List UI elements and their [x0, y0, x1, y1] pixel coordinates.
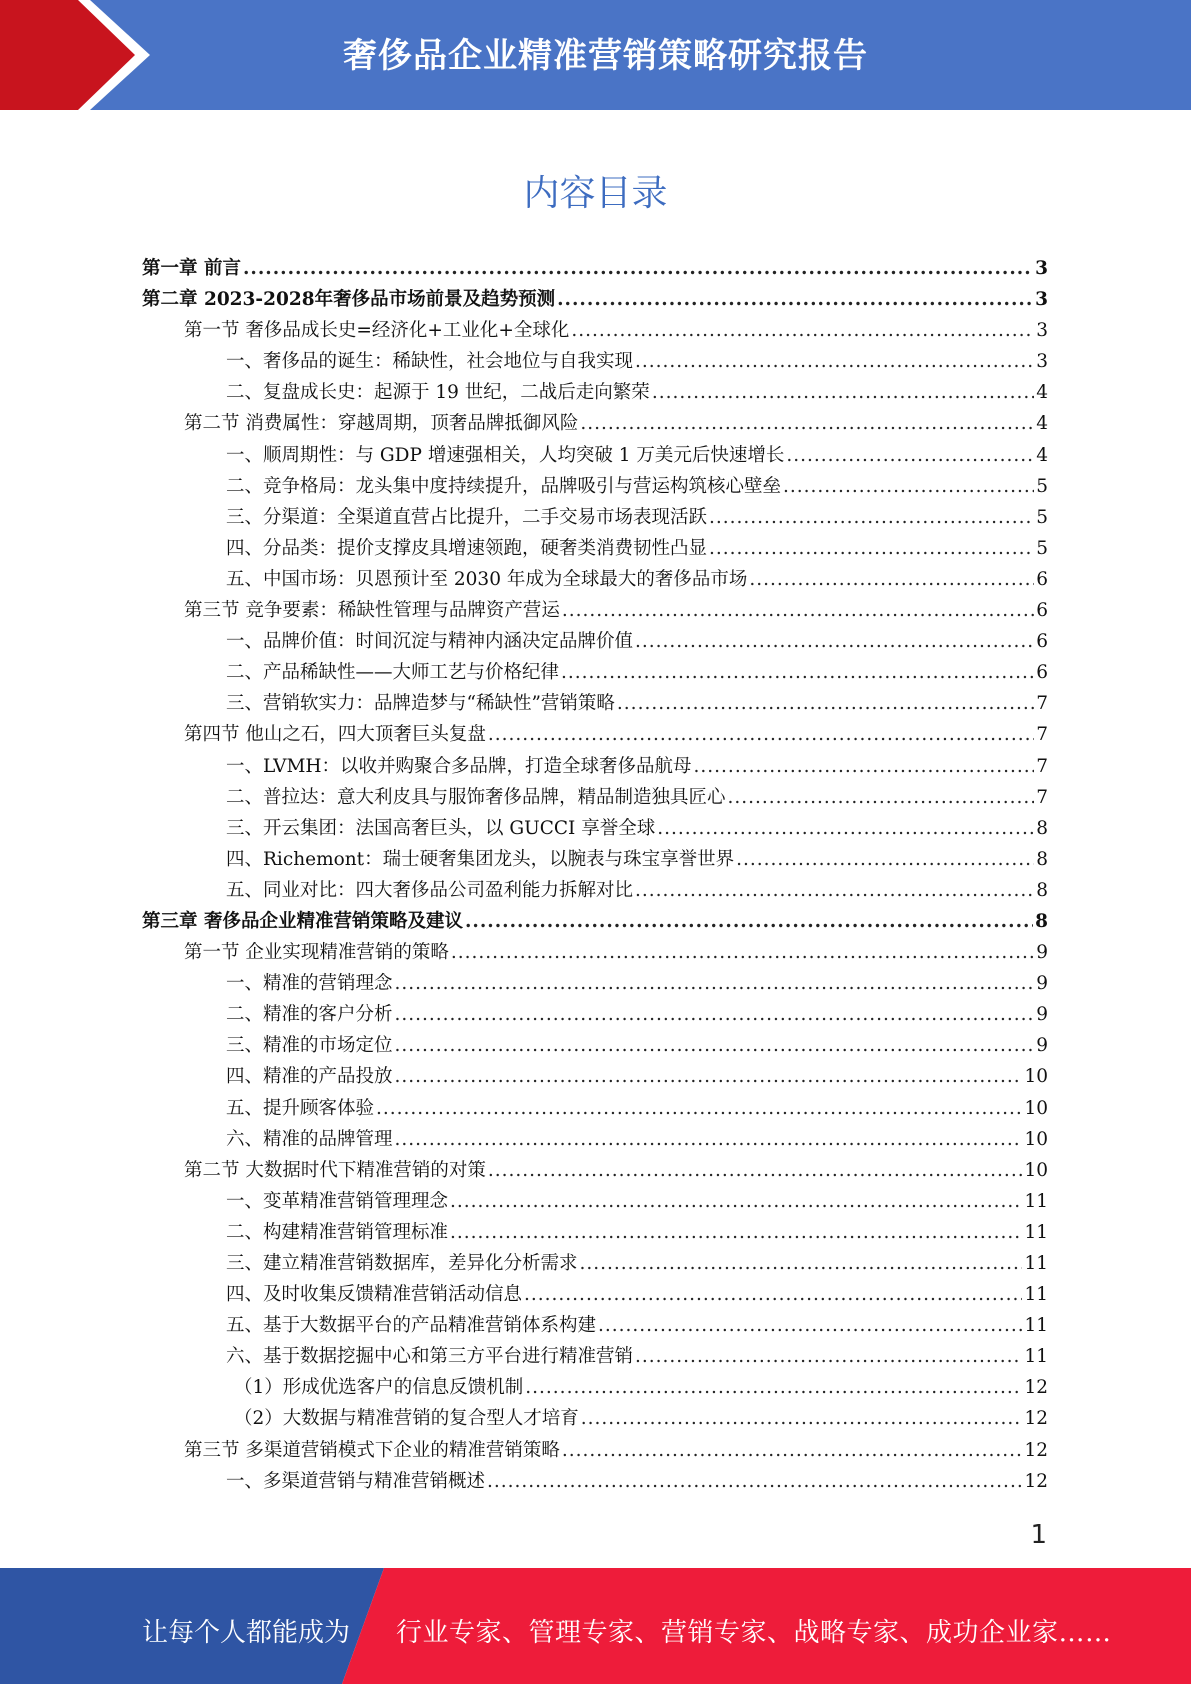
toc-entry[interactable]: [142, 752, 1048, 783]
toc-entry[interactable]: [142, 689, 1048, 720]
toc-dot-leader: [749, 569, 1034, 590]
toc-entry-page: 5: [1036, 506, 1048, 528]
toc-entry-label: 二、产品稀缺性——大师工艺与价格纪律: [226, 662, 560, 684]
table-of-contents: [142, 254, 1048, 1498]
toc-entry-page: 11: [1024, 1221, 1048, 1243]
toc-entry-page: 6: [1036, 631, 1048, 653]
toc-entry[interactable]: [142, 1031, 1048, 1062]
toc-dot-leader: [395, 1129, 1023, 1150]
toc-entry[interactable]: [142, 285, 1048, 316]
toc-dot-leader: [395, 973, 1035, 994]
toc-entry-label: 三、建立精准营销数据库，差异化分析需求: [226, 1253, 578, 1274]
toc-entry[interactable]: [142, 720, 1048, 751]
toc-dot-leader: [243, 258, 1033, 279]
toc-dot-leader: [450, 1191, 1022, 1212]
toc-entry[interactable]: [142, 1404, 1048, 1435]
toc-entry-label: 第四节 他山之石，四大顶奢巨头复盘: [184, 724, 486, 746]
toc-dot-leader: [694, 756, 1035, 777]
toc-entry[interactable]: [142, 1062, 1048, 1093]
toc-entry-page: 12: [1024, 1377, 1048, 1399]
toc-entry-label: 六、精准的品牌管理: [226, 1128, 393, 1150]
toc-dot-leader: [709, 507, 1034, 528]
page-footer: [0, 1568, 1191, 1684]
toc-dot-leader: [617, 693, 1034, 714]
toc-entry[interactable]: [142, 1436, 1048, 1467]
toc-entry-label: 四、分品类：提价支撑皮具增速领跑，硬奢类消费韧性凸显: [226, 537, 708, 559]
toc-entry[interactable]: [142, 503, 1048, 534]
toc-entry[interactable]: [142, 658, 1048, 689]
toc-dot-leader: [488, 1160, 1023, 1181]
report-title: 奢侈品企业精准营销策略研究报告: [343, 36, 868, 76]
toc-entry[interactable]: [142, 565, 1048, 596]
toc-entry[interactable]: [142, 1342, 1048, 1373]
toc-entry-page: 3: [1036, 351, 1048, 373]
toc-entry-page: 11: [1024, 1315, 1048, 1337]
toc-dot-leader: [581, 1408, 1023, 1429]
toc-entry-label: 第三节 多渠道营销模式下企业的精准营销策略: [184, 1439, 560, 1461]
toc-entry[interactable]: [142, 783, 1048, 814]
toc-entry-label: 第一章 前言: [142, 258, 241, 279]
toc-dot-leader: [395, 1004, 1035, 1025]
page-number: 1: [1030, 1520, 1047, 1550]
toc-entry[interactable]: [142, 596, 1048, 627]
toc-dot-leader: [451, 942, 1034, 963]
toc-entry-label: 六、基于数据挖掘中心和第三方平台进行精准营销: [226, 1346, 634, 1368]
toc-entry[interactable]: [142, 1125, 1048, 1156]
toc-entry[interactable]: [142, 409, 1048, 440]
toc-entry-page: 7: [1036, 724, 1048, 746]
toc-dot-leader: [580, 1253, 1023, 1274]
toc-dot-leader: [488, 724, 1034, 745]
toc-entry-label: 第三节 竞争要素：稀缺性管理与品牌资产营运: [184, 600, 560, 622]
toc-entry-label: 一、精准的营销理念: [226, 973, 393, 995]
toc-entry-page: 3: [1036, 320, 1048, 342]
toc-dot-leader: [635, 631, 1034, 652]
toc-entry-label: 第一节 企业实现精准营销的策略: [184, 942, 449, 964]
toc-entry-label: 一、变革精准营销管理理念: [226, 1190, 449, 1212]
toc-entry-page: 11: [1024, 1284, 1048, 1306]
toc-entry-label: 五、同业对比：四大奢侈品公司盈利能力拆解对比: [226, 879, 634, 901]
toc-entry-page: 8: [1036, 879, 1048, 901]
toc-dot-leader: [709, 538, 1034, 559]
toc-dot-leader: [598, 1315, 1022, 1336]
toc-entry-page: 10: [1024, 1159, 1048, 1181]
toc-entry-page: 8: [1036, 848, 1048, 870]
toc-dot-leader: [524, 1284, 1022, 1305]
toc-entry-page: 11: [1024, 1346, 1048, 1368]
toc-entry-page: 6: [1036, 568, 1048, 590]
toc-entry-label: （2）大数据与精准营销的复合型人才培育: [234, 1408, 579, 1430]
toc-entry-page: 9: [1036, 973, 1048, 995]
toc-entry-page: 11: [1024, 1190, 1048, 1212]
toc-entry-page: 10: [1024, 1097, 1048, 1119]
toc-entry-page: 6: [1036, 600, 1048, 622]
footer-slogan-right: 行业专家、管理专家、营销专家、战略专家、成功企业家……: [396, 1618, 1112, 1648]
toc-entry-label: 四、及时收集反馈精准营销活动信息: [226, 1284, 523, 1306]
toc-entry-page: 3: [1035, 258, 1048, 279]
toc-entry-page: 9: [1036, 942, 1048, 964]
toc-dot-leader: [635, 1346, 1022, 1367]
toc-dot-leader: [465, 911, 1033, 932]
toc-entry-page: 12: [1024, 1408, 1048, 1430]
toc-entry[interactable]: [142, 969, 1048, 1000]
toc-entry[interactable]: [142, 814, 1048, 845]
toc-entry-page: 3: [1035, 289, 1048, 311]
toc-entry[interactable]: [142, 441, 1048, 472]
toc-entry-label: 第二节 大数据时代下精准营销的对策: [184, 1159, 486, 1181]
toc-entry-page: 12: [1024, 1439, 1048, 1461]
toc-entry[interactable]: [142, 1373, 1048, 1404]
toc-entry-label: 五、基于大数据平台的产品精准营销体系构建: [226, 1315, 597, 1337]
toc-entry-page: 8: [1035, 910, 1048, 932]
toc-dot-leader: [450, 1222, 1022, 1243]
toc-entry[interactable]: [142, 907, 1048, 938]
toc-entry[interactable]: [142, 1000, 1048, 1031]
toc-entry[interactable]: [142, 1311, 1048, 1342]
toc-entry-label: 第一节 奢侈品成长史=经济化+工业化+全球化: [184, 320, 570, 342]
toc-dot-leader: [652, 382, 1034, 403]
toc-dot-leader: [728, 787, 1035, 808]
toc-entry-label: 第二章 2023-2028年奢侈品市场前景及趋势预测: [142, 289, 556, 311]
toc-entry-label: 第二节 消费属性：穿越周期，顶奢品牌抵御风险: [184, 413, 579, 435]
toc-entry-label: 四、精准的产品投放: [226, 1066, 393, 1088]
toc-dot-leader: [562, 1440, 1023, 1461]
toc-dot-leader: [376, 1098, 1022, 1119]
toc-dot-leader: [525, 1377, 1022, 1398]
toc-entry-page: 4: [1036, 444, 1048, 466]
toc-entry[interactable]: [142, 627, 1048, 658]
toc-dot-leader: [561, 662, 1034, 683]
toc-dot-leader: [487, 1471, 1022, 1492]
toc-entry-label: 一、多渠道营销与精准营销概述: [226, 1470, 486, 1492]
toc-entry[interactable]: [142, 1467, 1048, 1498]
toc-entry-label: 二、构建精准营销管理标准: [226, 1221, 449, 1243]
toc-entry-page: 8: [1036, 817, 1048, 839]
toc-entry[interactable]: [142, 876, 1048, 907]
toc-entry[interactable]: [142, 316, 1048, 347]
toc-dot-leader: [736, 849, 1034, 870]
toc-entry[interactable]: [142, 378, 1048, 409]
toc-dot-leader: [395, 1066, 1023, 1087]
toc-heading: 内容目录: [523, 173, 668, 214]
toc-entry-label: 三、营销软实力：品牌造梦与“稀缺性”营销策略: [226, 693, 615, 715]
toc-entry-label: 二、竞争格局：龙头集中度持续提升，品牌吸引与营运构筑核心壁垒: [226, 475, 782, 497]
toc-dot-leader: [571, 320, 1034, 341]
toc-entry-label: 二、复盘成长史：起源于 19 世纪，二战后走向繁荣: [226, 382, 650, 404]
toc-entry-label: 一、品牌价值：时间沉淀与精神内涵决定品牌价值: [226, 631, 634, 653]
toc-entry-page: 10: [1024, 1128, 1048, 1150]
toc-entry[interactable]: [142, 347, 1048, 378]
toc-entry-label: （1）形成优选客户的信息反馈机制: [234, 1377, 524, 1399]
toc-entry-label: 一、奢侈品的诞生：稀缺性，社会地位与自我实现: [226, 351, 634, 373]
toc-entry[interactable]: [142, 1280, 1048, 1311]
toc-entry-page: 4: [1036, 382, 1048, 404]
toc-entry-page: 7: [1036, 693, 1048, 715]
toc-entry-page: 5: [1036, 537, 1048, 559]
toc-entry-label: 二、精准的客户分析: [226, 1004, 393, 1026]
toc-entry[interactable]: [142, 1218, 1048, 1249]
footer-slogan-left: 让每个人都能成为: [142, 1618, 351, 1648]
toc-entry[interactable]: [142, 938, 1048, 969]
toc-entry[interactable]: [142, 1156, 1048, 1187]
toc-entry-page: 10: [1024, 1066, 1048, 1088]
toc-entry-page: 6: [1036, 662, 1048, 684]
toc-entry-label: 三、精准的市场定位: [226, 1035, 393, 1057]
toc-dot-leader: [657, 818, 1034, 839]
toc-dot-leader: [580, 413, 1034, 434]
toc-dot-leader: [635, 880, 1034, 901]
toc-entry-label: 一、LVMH：以收并购聚合多品牌，打造全球奢侈品航母: [226, 755, 692, 777]
toc-entry-label: 四、Richemont：瑞士硬奢集团龙头，以腕表与珠宝享誉世界: [226, 848, 735, 870]
toc-entry[interactable]: [142, 534, 1048, 565]
toc-entry-page: 7: [1036, 786, 1048, 808]
toc-entry[interactable]: [142, 1187, 1048, 1218]
toc-entry-label: 一、顺周期性：与 GDP 增速强相关，人均突破 1 万美元后快速增长: [226, 444, 785, 466]
toc-entry-label: 五、中国市场：贝恩预计至 2030 年成为全球最大的奢侈品市场: [226, 568, 748, 590]
toc-entry-page: 11: [1024, 1253, 1048, 1274]
toc-entry[interactable]: [142, 1249, 1048, 1280]
toc-entry-page: 9: [1036, 1035, 1048, 1057]
toc-dot-leader: [635, 351, 1034, 372]
toc-entry[interactable]: [142, 845, 1048, 876]
toc-dot-leader: [783, 476, 1034, 497]
toc-entry-label: 五、提升顾客体验: [226, 1097, 375, 1119]
toc-entry[interactable]: [142, 1094, 1048, 1125]
toc-dot-leader: [395, 1035, 1035, 1056]
toc-entry-label: 三、开云集团：法国高奢巨头，以 GUCCI 享誉全球: [226, 817, 656, 839]
toc-entry-label: 二、普拉达：意大利皮具与服饰奢侈品牌，精品制造独具匠心: [226, 786, 726, 808]
toc-entry[interactable]: [142, 472, 1048, 503]
toc-entry[interactable]: [142, 254, 1048, 285]
toc-entry-page: 5: [1036, 475, 1048, 497]
page-header: [0, 0, 1191, 110]
toc-dot-leader: [562, 600, 1034, 621]
toc-entry-label: 三、分渠道：全渠道直营占比提升，二手交易市场表现活跃: [226, 506, 708, 528]
toc-dot-leader: [557, 289, 1033, 310]
toc-entry-page: 12: [1024, 1470, 1048, 1492]
toc-entry-page: 7: [1036, 755, 1048, 777]
toc-dot-leader: [786, 445, 1034, 466]
toc-entry-page: 4: [1036, 413, 1048, 435]
toc-entry-page: 9: [1036, 1004, 1048, 1026]
toc-entry-label: 第三章 奢侈品企业精准营销策略及建议: [142, 910, 463, 932]
